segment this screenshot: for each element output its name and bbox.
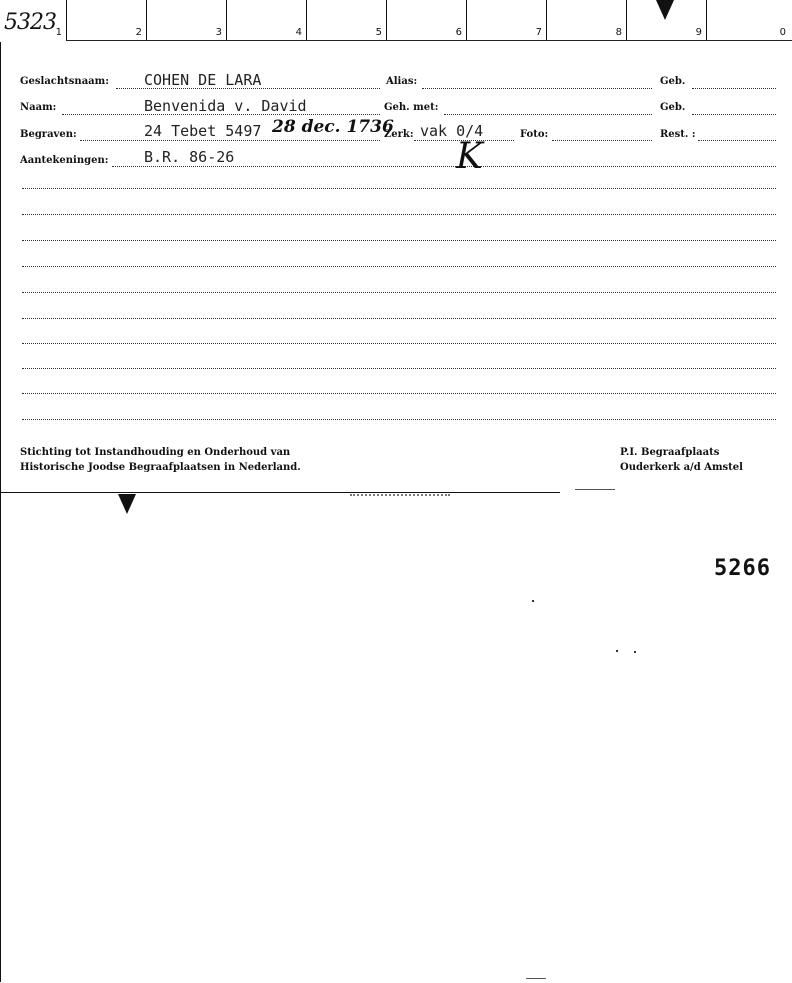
ruled-line [22, 343, 776, 344]
column-cell-1 [0, 0, 67, 40]
column-cell-0 [706, 0, 790, 40]
bottom-mark [526, 978, 546, 979]
aantekeningen-label: Aantekeningen: [20, 155, 109, 166]
column-cell-6 [386, 0, 467, 40]
column-cell-2 [66, 0, 147, 40]
geb-line-1 [692, 88, 776, 89]
cemetery-footer [620, 445, 743, 475]
zerk-label: Zerk: [384, 129, 414, 140]
ruled-line [22, 419, 776, 420]
geb-line-2 [692, 114, 776, 115]
column-number-8: 8 [615, 27, 622, 38]
handwritten-k-mark: K [456, 136, 483, 177]
ruled-line [22, 292, 776, 293]
index-notch-bottom [118, 494, 136, 514]
column-number-2: 2 [135, 27, 142, 38]
footer-left-line-1: Stichting tot Instandhouding en Onderhoud van [20, 447, 291, 458]
card-bottom-edge [0, 492, 560, 493]
geslachtsnaam-label: Geslachtsnaam: [20, 76, 109, 87]
column-cell-5 [306, 0, 387, 40]
speck [532, 600, 534, 602]
speck [634, 651, 636, 653]
ruled-line [22, 318, 776, 319]
card-bottom-edge-fragment [575, 489, 615, 490]
alias-line [422, 88, 652, 89]
speck [616, 650, 618, 652]
column-cell-8 [546, 0, 627, 40]
left-edge-line [0, 42, 1, 982]
begraven-line [80, 140, 380, 141]
stamp-number: 5266 [714, 556, 771, 581]
column-number-7: 7 [535, 27, 542, 38]
begraven-value: 24 Tebet 5497 [144, 122, 262, 140]
column-number-3: 3 [215, 27, 222, 38]
column-number-1: 1 [55, 27, 62, 38]
aantekeningen-value: B.R. 86-26 [144, 148, 235, 166]
geb-label-2: Geb. [660, 102, 686, 113]
alias-label: Alias: [386, 76, 418, 87]
foto-label: Foto: [520, 129, 549, 140]
card-number: 5323 [4, 10, 56, 35]
ruled-line [22, 214, 776, 215]
column-number-5: 5 [375, 27, 382, 38]
aantekeningen-line [112, 166, 776, 167]
geslachtsnaam-value: COHEN DE LARA [144, 71, 262, 89]
footer-left-line-2: Historische Joodse Begraafplaatsen in Nederland. [20, 462, 301, 473]
column-cell-3 [146, 0, 227, 40]
ruled-line [22, 240, 776, 241]
begraven-handwritten-date: 28 dec. 1736 [272, 117, 394, 137]
column-cell-7 [466, 0, 547, 40]
rest-line [698, 140, 776, 141]
foundation-footer [20, 445, 301, 475]
ruled-line [22, 393, 776, 394]
ruled-line [22, 368, 776, 369]
geh-met-label: Geh. met: [384, 102, 439, 113]
column-cell-4 [226, 0, 307, 40]
footer-right-line-1: P.I. Begraafplaats [620, 447, 720, 458]
ruled-line [22, 188, 776, 189]
column-number-6: 6 [455, 27, 462, 38]
ruled-line [22, 266, 776, 267]
geb-label-1: Geb. [660, 76, 686, 87]
index-notch-top [656, 0, 674, 20]
strip-bottom-line [66, 40, 792, 41]
column-number-4: 4 [295, 27, 302, 38]
geh-met-line [444, 114, 652, 115]
footer-right-line-2: Ouderkerk a/d Amstel [620, 462, 743, 473]
naam-value: Benvenida v. David [144, 97, 307, 115]
rest-label: Rest. : [660, 129, 696, 140]
column-number-9: 9 [695, 27, 702, 38]
naam-label: Naam: [20, 102, 57, 113]
column-number-0: 0 [779, 27, 786, 38]
zerk-value: vak 0/4 [420, 122, 484, 140]
foto-line [552, 140, 652, 141]
begraven-label: Begraven: [20, 129, 77, 140]
edge-smudge [350, 494, 450, 496]
